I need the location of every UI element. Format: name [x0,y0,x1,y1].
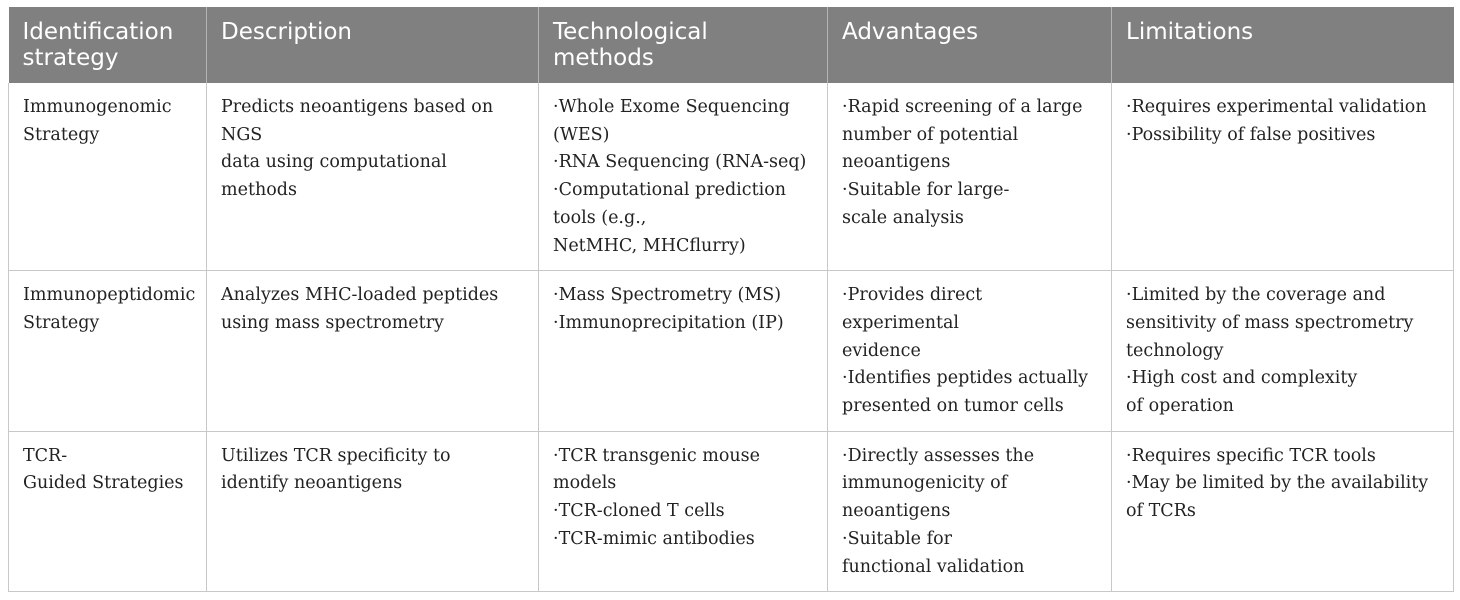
cell-advantages: ·Directly assesses the immunogenicity of neoantigens ·Suitable for functional validation [828,431,1112,592]
header-identification-strategy: Identification strategy [9,7,207,83]
table-body [9,83,1454,592]
cell-limitations: ·Requires experimental validation ·Possibility of false positives [1112,83,1454,271]
cell-limitations: ·Limited by the coverage and sensitivity of mass spectrometry technology ·High cost and complexity of operation [1112,271,1454,432]
cell-methods: ·TCR transgenic mouse models ·TCR-cloned T cells ·TCR-mimic antibodies [539,431,828,592]
cell-strategy: TCR- Guided Strategies [9,431,207,592]
cell-advantages: ·Rapid screening of a large number of potential neoantigens ·Suitable for large- scale analysis [828,83,1112,271]
header-advantages: Advantages [828,7,1112,83]
cell-description: Analyzes MHC-loaded peptides using mass spectrometry [207,271,539,432]
cell-description: Utilizes TCR specificity to identify neoantigens [207,431,539,592]
neoantigen-strategy-table [8,7,1454,592]
header-technological-methods: Technological methods [539,7,828,83]
cell-advantages: ·Provides direct experimental evidence ·Identifies peptides actually presented on tumor cells [828,271,1112,432]
table-row [9,431,1454,592]
cell-strategy: Immunogenomic Strategy [9,83,207,271]
table-row [9,83,1454,271]
header-row [9,7,1454,83]
neoantigen-strategy-table-container [8,7,1453,592]
cell-strategy: Immunopeptidomic Strategy [9,271,207,432]
cell-methods: ·Mass Spectrometry (MS) ·Immunoprecipitation (IP) [539,271,828,432]
header-description: Description [207,7,539,83]
cell-limitations: ·Requires specific TCR tools ·May be limited by the availability of TCRs [1112,431,1454,592]
table-header [9,7,1454,83]
header-limitations: Limitations [1112,7,1454,83]
table-row [9,271,1454,432]
cell-methods: ·Whole Exome Sequencing (WES) ·RNA Sequencing (RNA-seq) ·Computational prediction tools (e.g., NetMHC, MHCflurry) [539,83,828,271]
cell-description: Predicts neoantigens based on NGS data using computational methods [207,83,539,271]
